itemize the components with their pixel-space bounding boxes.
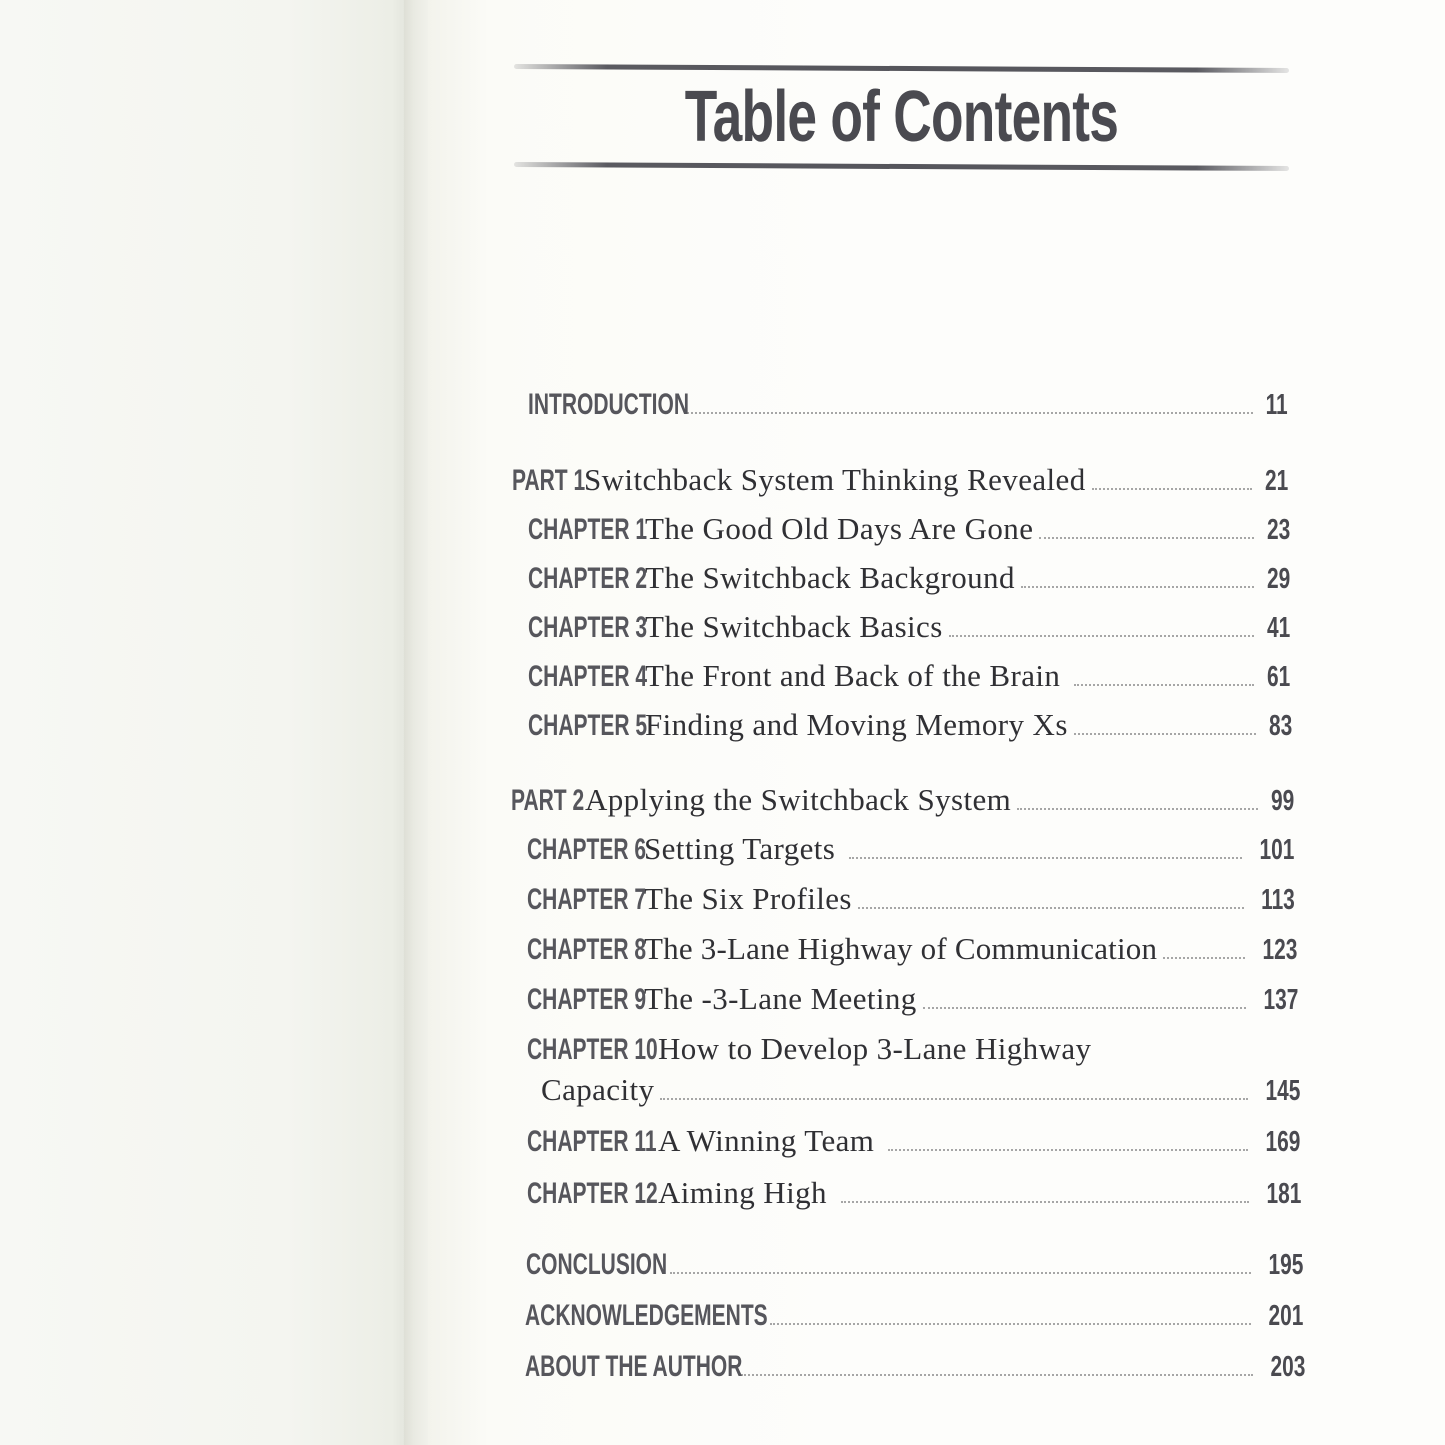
page-number: 29 xyxy=(1266,563,1290,595)
leader-dots xyxy=(1021,586,1254,588)
page-number: 21 xyxy=(1264,465,1288,497)
page-number: 181 xyxy=(1266,1178,1301,1210)
entry-label: CHAPTER 2 xyxy=(528,562,648,595)
toc-entry-chapter-5[interactable] xyxy=(528,707,1292,743)
leader-dots xyxy=(1074,733,1256,735)
page-number: 41 xyxy=(1266,612,1290,644)
leader-dots xyxy=(841,1201,1249,1203)
toc-entry-about-the-author[interactable] xyxy=(525,1350,1305,1386)
entry-title: The Good Old Days Are Gone xyxy=(645,511,1034,546)
entry-title: How to Develop 3-Lane Highway xyxy=(658,1031,1092,1066)
toc-entry-chapter-12[interactable] xyxy=(527,1175,1301,1211)
entry-label: CONCLUSION xyxy=(526,1248,668,1281)
leader-dots xyxy=(660,1098,1247,1100)
entry-label: CHAPTER 5 xyxy=(528,709,648,742)
page-number: 113 xyxy=(1261,884,1295,916)
toc-entry-chapter-10-continued[interactable] xyxy=(541,1072,1300,1108)
entry-label: CHAPTER 7 xyxy=(527,883,647,916)
entry-label: CHAPTER 12 xyxy=(527,1177,658,1210)
entry-title: A Winning Team xyxy=(658,1123,875,1158)
entry-label: INTRODUCTION xyxy=(528,388,689,421)
leader-dots xyxy=(923,1007,1246,1009)
toc-entry-conclusion[interactable] xyxy=(526,1248,1303,1284)
entry-label: ACKNOWLEDGEMENTS xyxy=(525,1299,768,1332)
leader-dots xyxy=(858,907,1244,909)
page-number: 101 xyxy=(1259,834,1294,866)
entry-title: The 3-Lane Highway of Communication xyxy=(644,931,1158,966)
page-number: 61 xyxy=(1266,661,1290,693)
entry-label: CHAPTER 6 xyxy=(527,833,647,866)
entry-title: Switchback System Thinking Revealed xyxy=(584,462,1086,497)
toc-entry-chapter-7[interactable] xyxy=(527,881,1295,917)
entry-label: PART 2 xyxy=(511,784,585,817)
page-number: 145 xyxy=(1265,1075,1300,1107)
entry-label: CHAPTER 8 xyxy=(527,933,647,966)
toc-entry-chapter-6[interactable] xyxy=(527,831,1294,867)
page-number: 123 xyxy=(1262,934,1297,966)
toc-entry-chapter-11[interactable] xyxy=(527,1123,1300,1159)
toc-entry-introduction[interactable] xyxy=(528,388,1288,424)
page-number: 201 xyxy=(1268,1300,1303,1332)
leader-dots xyxy=(741,1374,1253,1376)
entry-title: Aiming High xyxy=(658,1175,827,1210)
leader-dots xyxy=(888,1149,1247,1151)
left-page xyxy=(0,0,408,1445)
toc-entry-acknowledgements[interactable] xyxy=(525,1299,1303,1335)
entry-title: The Six Profiles xyxy=(644,881,852,916)
page-number: 23 xyxy=(1266,514,1290,546)
entry-title-continued: Capacity xyxy=(541,1072,655,1107)
toc-entry-chapter-8[interactable] xyxy=(527,931,1297,967)
leader-dots xyxy=(1092,488,1252,490)
page-number: 99 xyxy=(1270,785,1294,817)
page-number: 169 xyxy=(1265,1126,1300,1158)
toc-title: Table of Contents xyxy=(684,77,1119,157)
leader-dots xyxy=(1017,808,1258,810)
leader-dots xyxy=(770,1323,1251,1325)
leader-dots xyxy=(684,412,1253,414)
page-number: 11 xyxy=(1265,389,1288,421)
entry-label: ABOUT THE AUTHOR xyxy=(525,1350,743,1383)
entry-label: CHAPTER 10 xyxy=(527,1033,658,1066)
leader-dots xyxy=(670,1272,1251,1274)
entry-title: Applying the Switchback System xyxy=(585,782,1012,817)
page-number: 137 xyxy=(1263,984,1298,1016)
toc-entry-chapter-1[interactable] xyxy=(528,511,1290,547)
entry-label: CHAPTER 3 xyxy=(528,611,648,644)
entry-title: Setting Targets xyxy=(644,831,836,866)
entry-label: CHAPTER 9 xyxy=(527,983,647,1016)
entry-label: CHAPTER 4 xyxy=(528,660,648,693)
toc-entry-chapter-4[interactable] xyxy=(528,658,1290,694)
toc-entry-chapter-9[interactable] xyxy=(527,981,1298,1017)
leader-dots xyxy=(1039,537,1253,539)
leader-dots xyxy=(849,857,1241,859)
leader-dots xyxy=(949,635,1254,637)
entry-title: Finding and Moving Memory Xs xyxy=(645,707,1068,742)
entry-label: CHAPTER 11 xyxy=(527,1125,657,1158)
toc-entry-part-1[interactable] xyxy=(512,462,1288,498)
toc-entry-chapter-10[interactable] xyxy=(527,1031,1299,1067)
entry-title: The Switchback Basics xyxy=(645,609,943,644)
toc-entry-part-2[interactable] xyxy=(511,782,1294,818)
entry-label: CHAPTER 1 xyxy=(528,513,648,546)
entry-label: PART 1 xyxy=(512,464,586,497)
page-number: 83 xyxy=(1268,710,1292,742)
entry-title: The -3-Lane Meeting xyxy=(644,981,917,1016)
page-number: 203 xyxy=(1270,1351,1305,1383)
entry-title: The Switchback Background xyxy=(645,560,1015,595)
leader-dots xyxy=(1074,684,1253,686)
toc-entry-chapter-2[interactable] xyxy=(528,560,1290,596)
page-number: 195 xyxy=(1268,1249,1303,1281)
toc-entry-chapter-3[interactable] xyxy=(528,609,1290,645)
entry-title: The Front and Back of the Brain xyxy=(645,658,1061,693)
leader-dots xyxy=(1163,957,1244,959)
